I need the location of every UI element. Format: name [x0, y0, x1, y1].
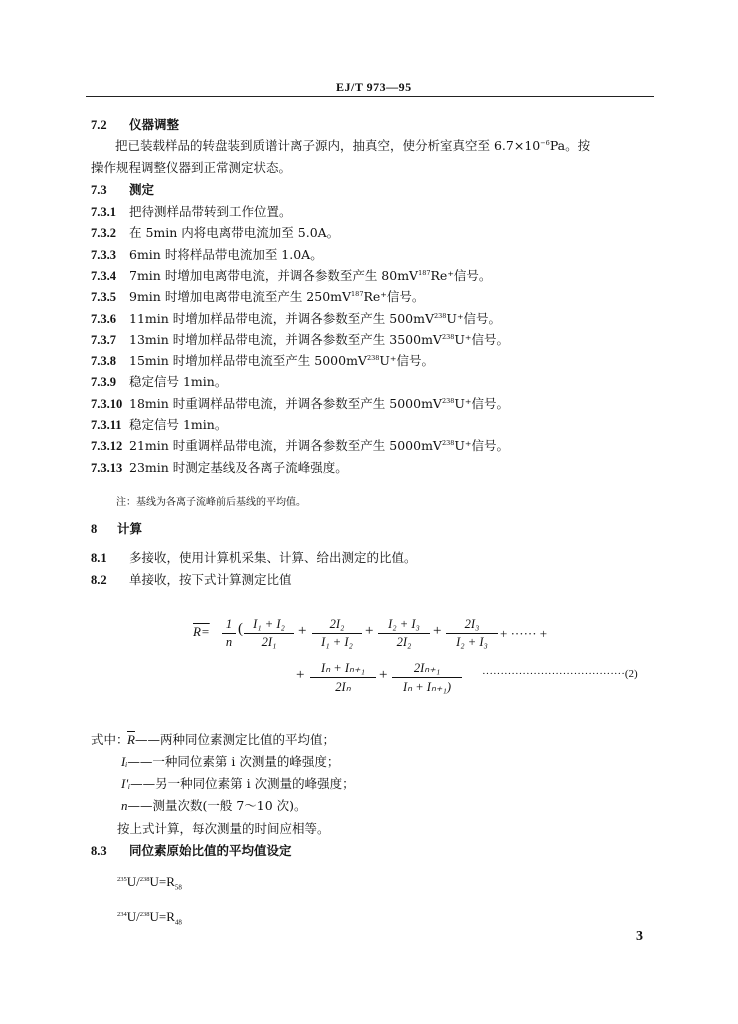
denominator: 2I₂ — [396, 635, 412, 649]
section-title: 计算 — [117, 521, 143, 536]
plus: + — [298, 623, 307, 639]
step-item — [91, 248, 323, 262]
step-number: 7.3.10 — [91, 396, 123, 411]
header-rule — [86, 96, 654, 97]
paren-open: ( — [238, 621, 243, 637]
denominator: n — [225, 635, 233, 649]
step-item — [91, 418, 227, 432]
step-item — [91, 397, 509, 411]
step-text-tail: U⁺信号。 — [454, 331, 510, 347]
step-item — [91, 226, 339, 240]
step-superscript: 187 — [351, 290, 364, 299]
paragraph-7-2-line2: 操作规程调整仪器到正常测定状态。 — [91, 160, 292, 175]
step-number: 7.3.7 — [91, 332, 116, 347]
step-text-tail: U⁺信号。 — [446, 310, 502, 326]
step-item — [91, 312, 501, 326]
where-symbol: I'ᵢ — [121, 776, 131, 791]
numerator: 2I₂ — [329, 617, 345, 631]
plus: + — [379, 667, 388, 683]
numerator: 2Iₙ₊₁ — [413, 661, 441, 675]
section-number: 8.1 — [91, 551, 107, 565]
step-text: 7min 时增加电离带电流，并调各参数至产生 80mV — [129, 267, 419, 283]
formula-term-4 — [446, 617, 498, 650]
where-dash: —— — [127, 798, 153, 813]
ratio-sub: 58 — [174, 883, 182, 892]
step-text: 6min 时将样品带电流加至 1.0A。 — [129, 246, 323, 262]
numerator: Iₙ + Iₙ₊₁ — [321, 661, 365, 675]
step-text-tail: U⁺信号。 — [454, 395, 510, 411]
where-symbol: $\overline{R}$ — [127, 732, 135, 747]
formula-term-6 — [392, 660, 462, 695]
section-title: 仪器调整 — [129, 117, 180, 132]
denominator: 2Iₙ — [335, 680, 351, 694]
where-item — [121, 755, 339, 769]
step-superscript: 238 — [441, 396, 455, 405]
where-intro: 式中： — [91, 732, 129, 747]
formula-term-1 — [244, 617, 294, 650]
page-number: 3 — [636, 929, 643, 944]
section-8-2 — [91, 573, 292, 587]
equation-number: ·······································(2) — [482, 668, 638, 680]
section-title: 测定 — [129, 182, 155, 197]
formula-coef — [222, 617, 236, 650]
step-number: 7.3.6 — [91, 311, 116, 326]
ratio-sup: 238 — [139, 876, 150, 883]
formula-lhs — [193, 624, 210, 640]
step-text: 13min 时增加样品带电流，并调各参数至产生 3500mV — [129, 331, 442, 347]
formula-term-3 — [378, 617, 430, 650]
step-number: 7.3.3 — [91, 247, 116, 262]
step-text: 稳定信号 1min。 — [129, 374, 228, 390]
step-superscript: 238 — [441, 439, 455, 448]
where-item — [121, 799, 307, 813]
where-dash: —— — [130, 776, 156, 791]
section-7-2-heading — [91, 118, 179, 132]
header-code: EJ/T 973—95 — [336, 80, 412, 94]
denominator: 2I₁ — [261, 635, 277, 649]
step-superscript: 238 — [366, 354, 380, 363]
text: Pa。按 — [549, 138, 591, 153]
where-dash: —— — [134, 732, 160, 747]
step-text: 在 5min 内将电离带电流加至 5.0A。 — [129, 225, 340, 241]
step-number: 7.3.12 — [91, 439, 123, 454]
where-dash: —— — [127, 754, 153, 769]
ratio-rest: U=R — [149, 909, 175, 924]
section-number: 8 — [91, 522, 98, 536]
step-superscript: 238 — [434, 311, 447, 320]
step-text: 18min 时重调样品带电流，并调各参数至产生 5000mV — [129, 395, 442, 411]
ratio-sup: 238 — [139, 911, 150, 918]
where-desc: 两种同位素测定比值的平均值； — [159, 732, 335, 747]
step-item — [91, 290, 424, 304]
step-text: 9min 时增加电离带电流至产生 250mV — [129, 289, 352, 305]
section-text: 多接收，使用计算机采集、计算、给出测定的比值。 — [129, 550, 417, 565]
ratio-mid: U/ — [126, 909, 140, 924]
where-symbol: n — [121, 798, 128, 813]
denominator: I₂ + I₃ — [456, 635, 488, 649]
formula-tail: + ······ + — [500, 626, 548, 641]
superscript: −6 — [540, 139, 550, 147]
where-desc: 测量次数(一般 7～10 次)。 — [152, 798, 307, 813]
section-number: 7.2 — [91, 118, 107, 132]
section-8-1 — [91, 551, 417, 565]
step-text: 稳定信号 1min。 — [129, 417, 228, 432]
denominator: I₁ + I₂ — [321, 635, 353, 649]
paragraph-7-2-line1 — [115, 139, 590, 153]
step-number: 7.3.2 — [91, 226, 116, 241]
formula-term-2 — [312, 617, 362, 650]
numerator: I₂ + I₃ — [388, 617, 420, 631]
section-number: 7.3 — [91, 183, 107, 197]
numerator: I₁ + I₂ — [253, 617, 285, 631]
step-item — [91, 269, 491, 283]
section-number: 8.3 — [91, 844, 107, 858]
formula-term-5 — [310, 660, 376, 695]
ratio-sub: 48 — [174, 918, 182, 927]
ratio-rest: U=R — [149, 874, 175, 889]
numerator: 2I₃ — [464, 617, 480, 631]
plus: + — [433, 623, 442, 639]
step-text: 21min 时重调样品带电流，并调各参数至产生 5000mV — [129, 438, 442, 454]
formula-lhs-text: R= — [193, 624, 210, 639]
ratio-sup: 234 — [117, 911, 127, 918]
step-item — [91, 354, 434, 368]
step-text-tail: Re⁺信号。 — [430, 267, 492, 283]
where-desc: 另一种同位素第 i 次测量的峰强度； — [155, 776, 355, 791]
section-7-3-heading — [91, 183, 154, 197]
step-text-tail: U⁺信号。 — [379, 353, 435, 369]
step-number: 7.3.8 — [91, 354, 116, 369]
step-text: 23min 时测定基线及各离子流峰强度。 — [129, 459, 348, 475]
note: 注：基线为各离子流峰前后基线的平均值。 — [116, 497, 306, 508]
text: 把已装载样品的转盘装到质谱计离子源内，抽真空，使分析室真空至 6.7×10 — [115, 138, 541, 153]
section-title: 同位素原始比值的平均值设定 — [129, 843, 292, 858]
step-item — [91, 205, 292, 219]
section-text: 单接收，按下式计算测定比值 — [129, 572, 292, 587]
step-text: 15min 时增加样品带电流至产生 5000mV — [129, 353, 367, 369]
step-item — [91, 333, 509, 347]
step-number: 7.3.13 — [91, 460, 123, 475]
where-desc: 一种同位素第 i 次测量的峰强度； — [152, 754, 340, 769]
ratio-sup: 235 — [117, 876, 127, 883]
after-text: 按上式计算，每次测量的时间应相等。 — [117, 821, 330, 836]
step-superscript: 187 — [418, 268, 431, 277]
step-number: 7.3.5 — [91, 290, 116, 305]
section-8-heading — [91, 522, 142, 536]
step-number: 7.3.11 — [91, 418, 122, 432]
step-text-tail: Re⁺信号。 — [363, 289, 425, 305]
where-item — [127, 733, 335, 747]
step-text: 11min 时增加样品带电流，并调各参数至产生 500mV — [129, 310, 434, 326]
step-item — [91, 375, 227, 389]
ratio-mid: U/ — [126, 874, 140, 889]
ratio-line — [117, 874, 182, 892]
denominator: Iₙ + Iₙ₊₁) — [402, 680, 452, 694]
ratio-line — [117, 909, 182, 927]
step-number: 7.3.4 — [91, 268, 116, 283]
step-number: 7.3.1 — [91, 205, 116, 219]
step-number: 7.3.9 — [91, 375, 116, 390]
section-number: 8.2 — [91, 573, 107, 587]
step-text-tail: U⁺信号。 — [454, 438, 510, 454]
where-item — [121, 777, 355, 791]
where-symbol: Iᵢ — [121, 754, 128, 769]
step-text: 把待测样品带转到工作位置。 — [129, 204, 292, 219]
section-8-3-heading — [91, 844, 292, 858]
plus: + — [296, 667, 305, 683]
step-item — [91, 461, 348, 475]
step-superscript: 238 — [441, 332, 455, 341]
step-item — [91, 439, 509, 453]
plus: + — [365, 623, 374, 639]
numerator: 1 — [225, 617, 233, 631]
